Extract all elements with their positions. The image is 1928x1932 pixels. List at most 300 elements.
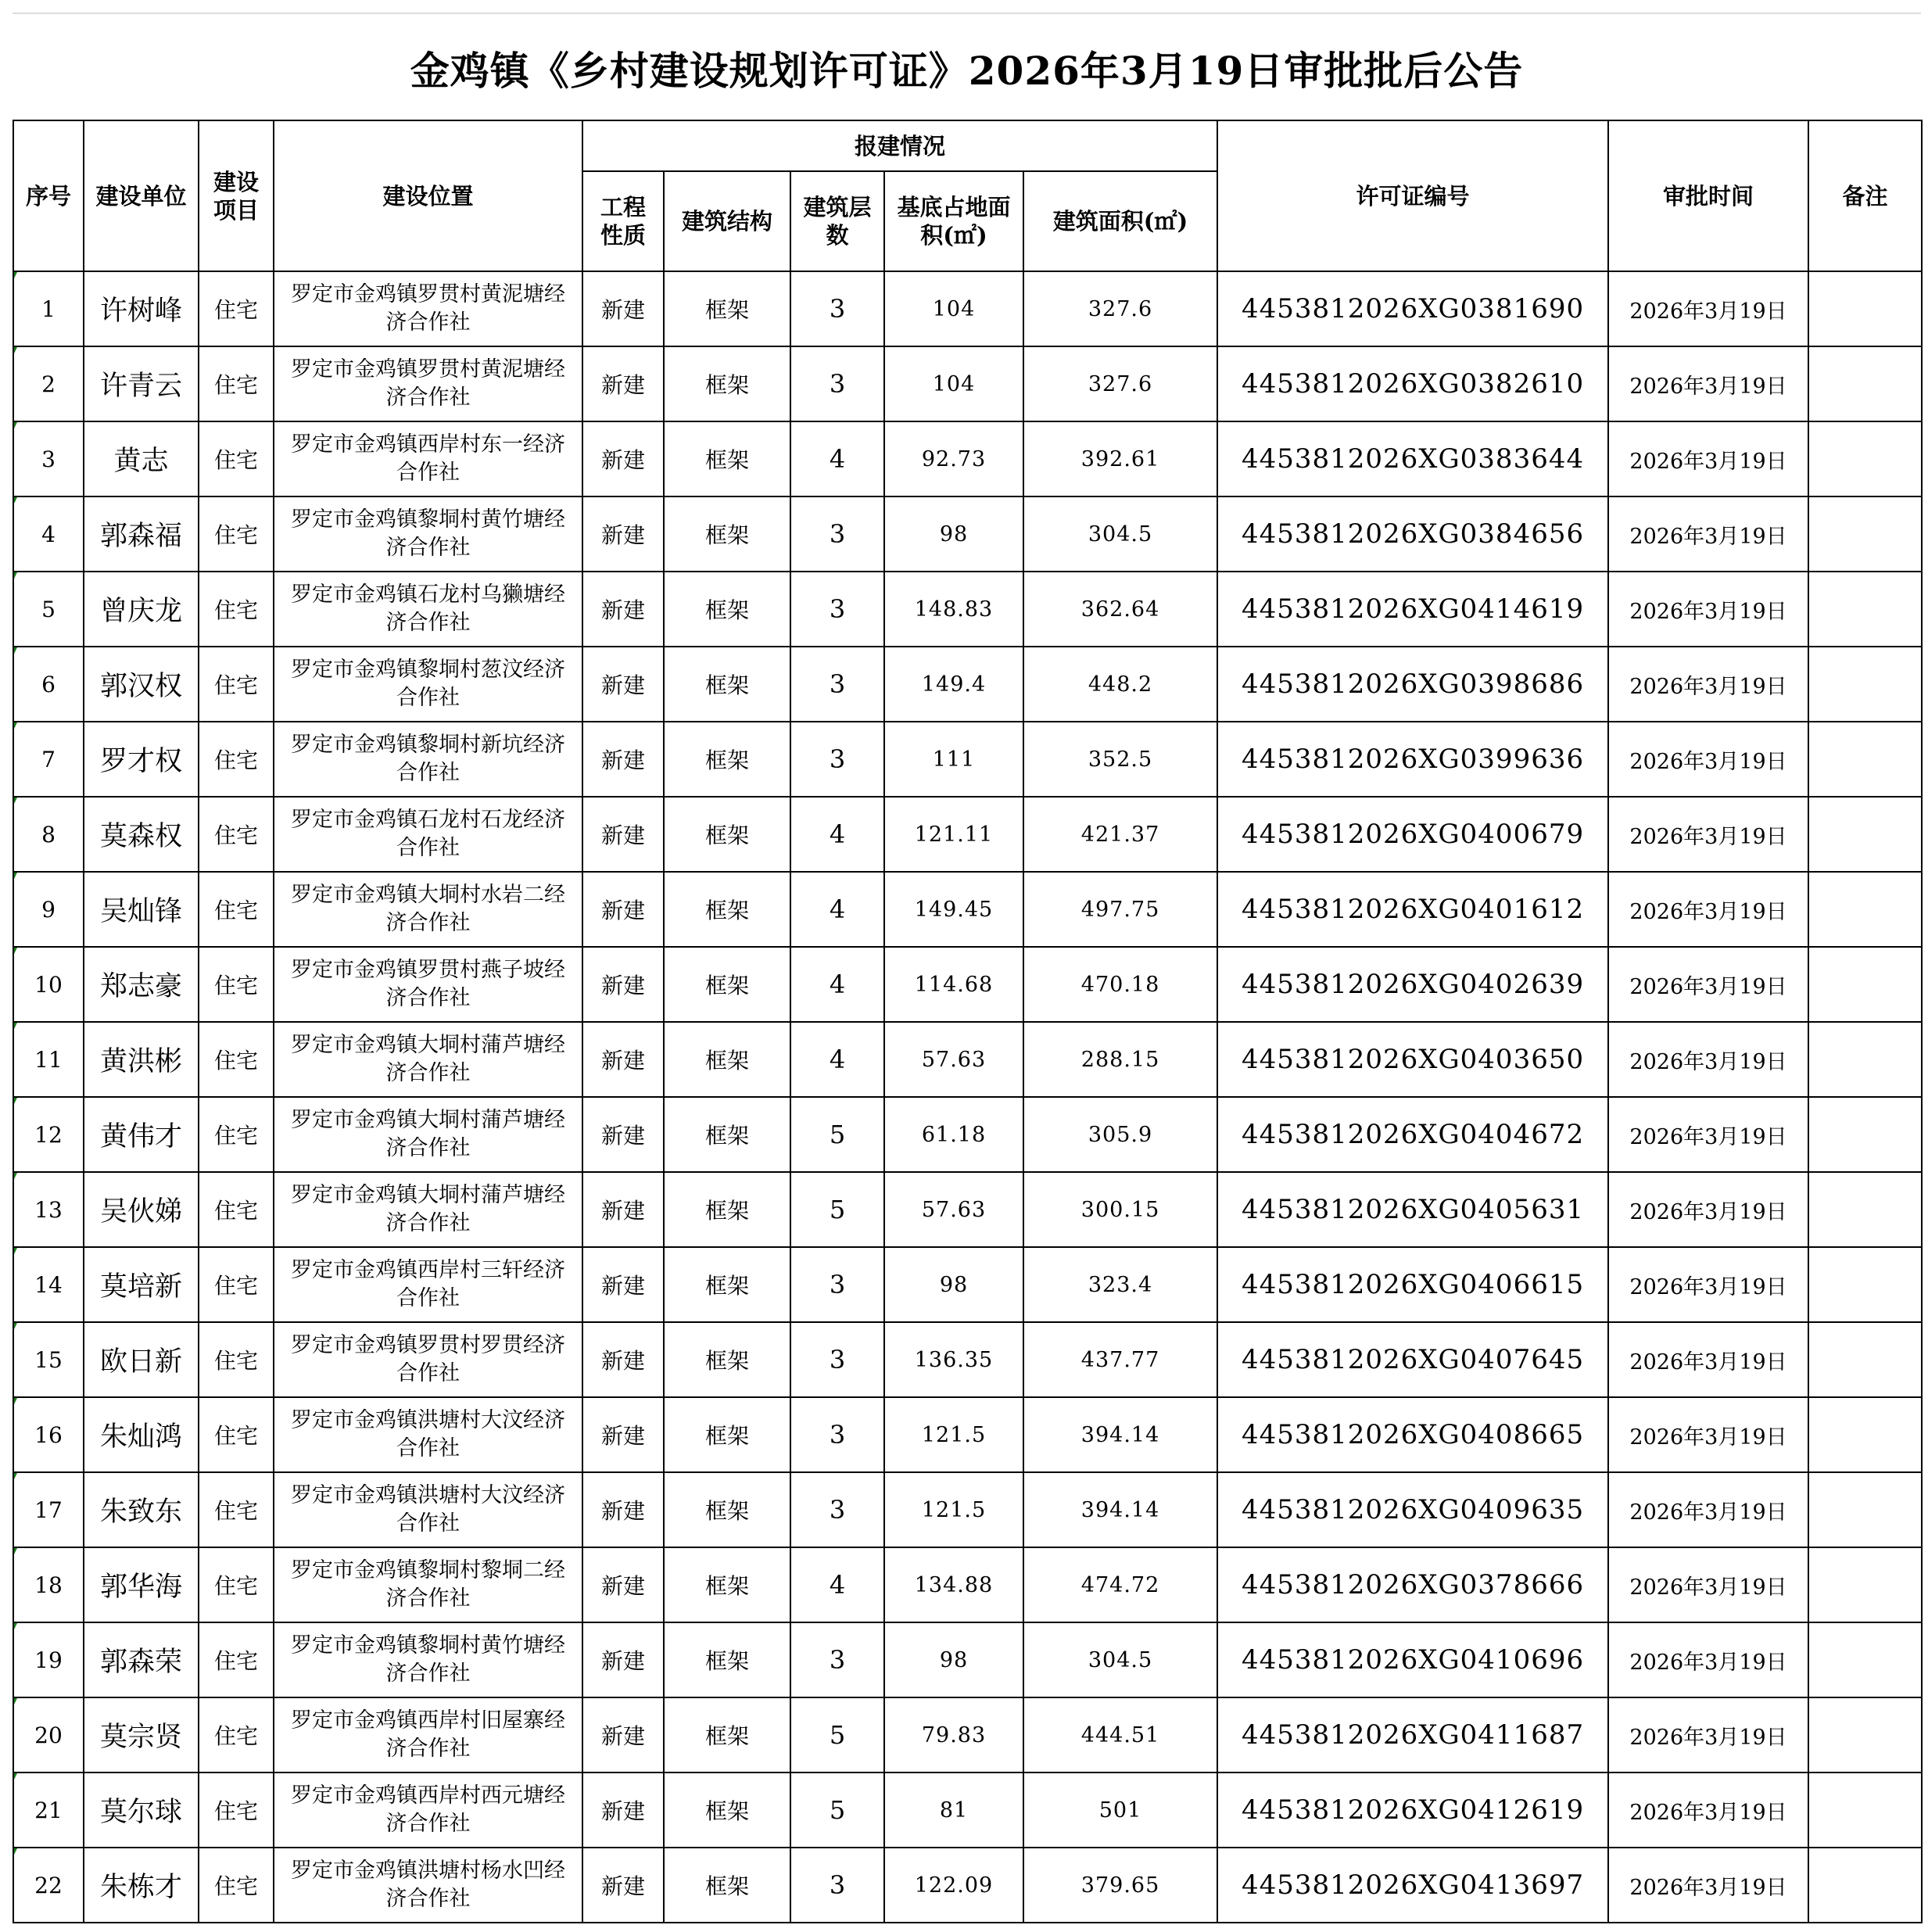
cell-nature: 新建 bbox=[582, 421, 664, 496]
cell-date: 2026年3月19日 bbox=[1608, 1397, 1808, 1472]
cell-seq: 13 bbox=[13, 1172, 84, 1247]
cell-date: 2026年3月19日 bbox=[1608, 346, 1808, 421]
cell-project: 住宅 bbox=[199, 1022, 274, 1097]
header-seq: 序号 bbox=[13, 120, 84, 271]
table-row bbox=[13, 1097, 1922, 1172]
cell-location: 罗定市金鸡镇石龙村乌獭塘经济合作社 bbox=[274, 572, 582, 647]
cell-remark bbox=[1808, 947, 1922, 1022]
cell-floors: 4 bbox=[790, 797, 884, 872]
cell-structure: 框架 bbox=[664, 872, 790, 947]
cell-unit: 郭森荣 bbox=[84, 1622, 199, 1697]
cell-date: 2026年3月19日 bbox=[1608, 1172, 1808, 1247]
cell-seq: 18 bbox=[13, 1547, 84, 1622]
cell-floors: 3 bbox=[790, 1247, 884, 1322]
cell-base-area: 61.18 bbox=[884, 1097, 1023, 1172]
cell-seq: 10 bbox=[13, 947, 84, 1022]
cell-structure: 框架 bbox=[664, 346, 790, 421]
table-row bbox=[13, 1697, 1922, 1772]
cell-permit: 4453812026XG0398686 bbox=[1217, 647, 1608, 722]
cell-floors: 4 bbox=[790, 872, 884, 947]
cell-date: 2026年3月19日 bbox=[1608, 421, 1808, 496]
cell-location: 罗定市金鸡镇西岸村旧屋寨经济合作社 bbox=[274, 1697, 582, 1772]
cell-floor-area: 497.75 bbox=[1023, 872, 1217, 947]
table-row bbox=[13, 346, 1922, 421]
table-row bbox=[13, 572, 1922, 647]
cell-floors: 4 bbox=[790, 1547, 884, 1622]
cell-remark bbox=[1808, 346, 1922, 421]
cell-seq: 9 bbox=[13, 872, 84, 947]
cell-project: 住宅 bbox=[199, 1322, 274, 1397]
cell-nature: 新建 bbox=[582, 496, 664, 572]
cell-floors: 5 bbox=[790, 1772, 884, 1848]
cell-floor-area: 394.14 bbox=[1023, 1472, 1217, 1547]
title-area bbox=[13, 13, 1921, 121]
cell-unit: 黄洪彬 bbox=[84, 1022, 199, 1097]
cell-floor-area: 352.5 bbox=[1023, 722, 1217, 797]
cell-structure: 框架 bbox=[664, 1772, 790, 1848]
cell-date: 2026年3月19日 bbox=[1608, 1547, 1808, 1622]
table-row bbox=[13, 271, 1922, 346]
cell-floor-area: 394.14 bbox=[1023, 1397, 1217, 1472]
cell-date: 2026年3月19日 bbox=[1608, 1022, 1808, 1097]
cell-permit: 4453812026XG0405631 bbox=[1217, 1172, 1608, 1247]
header-floor-area: 建筑面积(㎡) bbox=[1023, 171, 1217, 271]
cell-location: 罗定市金鸡镇黎垌村䓤汶经济合作社 bbox=[274, 647, 582, 722]
header-location: 建设位置 bbox=[274, 120, 582, 271]
cell-nature: 新建 bbox=[582, 1772, 664, 1848]
page-title: 金鸡镇《乡村建设规划许可证》2026年3月19日审批批后公告 bbox=[410, 47, 1524, 94]
cell-floor-area: 437.77 bbox=[1023, 1322, 1217, 1397]
cell-date: 2026年3月19日 bbox=[1608, 797, 1808, 872]
cell-structure: 框架 bbox=[664, 1547, 790, 1622]
cell-permit: 4453812026XG0414619 bbox=[1217, 572, 1608, 647]
cell-location: 罗定市金鸡镇大垌村蒲芦塘经济合作社 bbox=[274, 1097, 582, 1172]
cell-permit: 4453812026XG0403650 bbox=[1217, 1022, 1608, 1097]
cell-location: 罗定市金鸡镇黎垌村黎垌二经济合作社 bbox=[274, 1547, 582, 1622]
permit-table bbox=[13, 120, 1923, 1923]
cell-floor-area: 327.6 bbox=[1023, 346, 1217, 421]
cell-base-area: 57.63 bbox=[884, 1172, 1023, 1247]
cell-unit: 郭汉权 bbox=[84, 647, 199, 722]
cell-seq: 3 bbox=[13, 421, 84, 496]
cell-permit: 4453812026XG0412619 bbox=[1217, 1772, 1608, 1848]
cell-floors: 5 bbox=[790, 1097, 884, 1172]
table-row bbox=[13, 1622, 1922, 1697]
cell-date: 2026年3月19日 bbox=[1608, 1322, 1808, 1397]
cell-permit: 4453812026XG0408665 bbox=[1217, 1397, 1608, 1472]
cell-remark bbox=[1808, 1247, 1922, 1322]
cell-base-area: 98 bbox=[884, 1622, 1023, 1697]
cell-structure: 框架 bbox=[664, 1022, 790, 1097]
cell-structure: 框架 bbox=[664, 647, 790, 722]
cell-remark bbox=[1808, 647, 1922, 722]
cell-nature: 新建 bbox=[582, 947, 664, 1022]
cell-seq: 16 bbox=[13, 1397, 84, 1472]
cell-permit: 4453812026XG0378666 bbox=[1217, 1547, 1608, 1622]
cell-nature: 新建 bbox=[582, 1322, 664, 1397]
cell-nature: 新建 bbox=[582, 1247, 664, 1322]
cell-base-area: 92.73 bbox=[884, 421, 1023, 496]
cell-remark bbox=[1808, 1472, 1922, 1547]
header-structure: 建筑结构 bbox=[664, 171, 790, 271]
header-unit: 建设单位 bbox=[84, 120, 199, 271]
cell-seq: 14 bbox=[13, 1247, 84, 1322]
table-row bbox=[13, 1022, 1922, 1097]
cell-structure: 框架 bbox=[664, 1848, 790, 1923]
cell-date: 2026年3月19日 bbox=[1608, 271, 1808, 346]
header-base-area: 基底占地面积(㎡) bbox=[884, 171, 1023, 271]
cell-unit: 欧日新 bbox=[84, 1322, 199, 1397]
cell-floor-area: 327.6 bbox=[1023, 271, 1217, 346]
cell-permit: 4453812026XG0409635 bbox=[1217, 1472, 1608, 1547]
cell-location: 罗定市金鸡镇西岸村三轩经济合作社 bbox=[274, 1247, 582, 1322]
cell-location: 罗定市金鸡镇罗贯村黄泥塘经济合作社 bbox=[274, 271, 582, 346]
table-row bbox=[13, 1322, 1922, 1397]
cell-structure: 框架 bbox=[664, 1622, 790, 1697]
cell-location: 罗定市金鸡镇罗贯村黄泥塘经济合作社 bbox=[274, 346, 582, 421]
cell-base-area: 111 bbox=[884, 722, 1023, 797]
cell-structure: 框架 bbox=[664, 947, 790, 1022]
table-row bbox=[13, 1247, 1922, 1322]
cell-floor-area: 444.51 bbox=[1023, 1697, 1217, 1772]
cell-unit: 郭华海 bbox=[84, 1547, 199, 1622]
cell-project: 住宅 bbox=[199, 572, 274, 647]
cell-date: 2026年3月19日 bbox=[1608, 1247, 1808, 1322]
cell-unit: 吴灿锋 bbox=[84, 872, 199, 947]
cell-floors: 3 bbox=[790, 496, 884, 572]
cell-unit: 许树峰 bbox=[84, 271, 199, 346]
cell-structure: 框架 bbox=[664, 421, 790, 496]
cell-nature: 新建 bbox=[582, 872, 664, 947]
cell-seq: 15 bbox=[13, 1322, 84, 1397]
cell-remark bbox=[1808, 872, 1922, 947]
cell-unit: 郭森福 bbox=[84, 496, 199, 572]
cell-floor-area: 501 bbox=[1023, 1772, 1217, 1848]
header-remark: 备注 bbox=[1808, 120, 1922, 271]
cell-project: 住宅 bbox=[199, 1097, 274, 1172]
cell-seq: 21 bbox=[13, 1772, 84, 1848]
cell-nature: 新建 bbox=[582, 797, 664, 872]
cell-permit: 4453812026XG0399636 bbox=[1217, 722, 1608, 797]
cell-remark bbox=[1808, 1022, 1922, 1097]
cell-permit: 4453812026XG0407645 bbox=[1217, 1322, 1608, 1397]
cell-date: 2026年3月19日 bbox=[1608, 572, 1808, 647]
cell-location: 罗定市金鸡镇大垌村蒲芦塘经济合作社 bbox=[274, 1022, 582, 1097]
cell-project: 住宅 bbox=[199, 1697, 274, 1772]
cell-remark bbox=[1808, 496, 1922, 572]
cell-date: 2026年3月19日 bbox=[1608, 1697, 1808, 1772]
cell-location: 罗定市金鸡镇黎垌村黄竹塘经济合作社 bbox=[274, 1622, 582, 1697]
cell-floors: 4 bbox=[790, 421, 884, 496]
cell-project: 住宅 bbox=[199, 346, 274, 421]
cell-base-area: 149.45 bbox=[884, 872, 1023, 947]
cell-remark bbox=[1808, 1848, 1922, 1923]
cell-location: 罗定市金鸡镇大垌村蒲芦塘经济合作社 bbox=[274, 1172, 582, 1247]
cell-remark bbox=[1808, 797, 1922, 872]
cell-floors: 5 bbox=[790, 1172, 884, 1247]
cell-unit: 曾庆龙 bbox=[84, 572, 199, 647]
cell-permit: 4453812026XG0381690 bbox=[1217, 271, 1608, 346]
cell-project: 住宅 bbox=[199, 1472, 274, 1547]
cell-floor-area: 304.5 bbox=[1023, 496, 1217, 572]
cell-floors: 3 bbox=[790, 271, 884, 346]
cell-unit: 黄伟才 bbox=[84, 1097, 199, 1172]
cell-nature: 新建 bbox=[582, 346, 664, 421]
cell-floors: 3 bbox=[790, 722, 884, 797]
cell-nature: 新建 bbox=[582, 1622, 664, 1697]
cell-base-area: 149.4 bbox=[884, 647, 1023, 722]
cell-remark bbox=[1808, 1772, 1922, 1848]
cell-floor-area: 300.15 bbox=[1023, 1172, 1217, 1247]
cell-structure: 框架 bbox=[664, 1397, 790, 1472]
cell-structure: 框架 bbox=[664, 797, 790, 872]
cell-floor-area: 288.15 bbox=[1023, 1022, 1217, 1097]
cell-structure: 框架 bbox=[664, 496, 790, 572]
cell-permit: 4453812026XG0400679 bbox=[1217, 797, 1608, 872]
cell-date: 2026年3月19日 bbox=[1608, 947, 1808, 1022]
cell-date: 2026年3月19日 bbox=[1608, 872, 1808, 947]
cell-unit: 吴伙娣 bbox=[84, 1172, 199, 1247]
cell-base-area: 136.35 bbox=[884, 1322, 1023, 1397]
cell-floor-area: 304.5 bbox=[1023, 1622, 1217, 1697]
cell-structure: 框架 bbox=[664, 1697, 790, 1772]
cell-floors: 5 bbox=[790, 1697, 884, 1772]
cell-permit: 4453812026XG0410696 bbox=[1217, 1622, 1608, 1697]
cell-project: 住宅 bbox=[199, 797, 274, 872]
cell-project: 住宅 bbox=[199, 1247, 274, 1322]
table-row bbox=[13, 872, 1922, 947]
cell-base-area: 98 bbox=[884, 496, 1023, 572]
cell-remark bbox=[1808, 1397, 1922, 1472]
table-row bbox=[13, 722, 1922, 797]
cell-nature: 新建 bbox=[582, 647, 664, 722]
cell-nature: 新建 bbox=[582, 1022, 664, 1097]
table-row bbox=[13, 421, 1922, 496]
cell-project: 住宅 bbox=[199, 271, 274, 346]
cell-unit: 莫森权 bbox=[84, 797, 199, 872]
cell-date: 2026年3月19日 bbox=[1608, 647, 1808, 722]
cell-project: 住宅 bbox=[199, 872, 274, 947]
cell-location: 罗定市金鸡镇西岸村东一经济合作社 bbox=[274, 421, 582, 496]
cell-base-area: 104 bbox=[884, 271, 1023, 346]
cell-nature: 新建 bbox=[582, 1397, 664, 1472]
cell-nature: 新建 bbox=[582, 1848, 664, 1923]
cell-location: 罗定市金鸡镇石龙村石龙经济合作社 bbox=[274, 797, 582, 872]
header-floors: 建筑层数 bbox=[790, 171, 884, 271]
cell-base-area: 122.09 bbox=[884, 1848, 1023, 1923]
table-row bbox=[13, 1848, 1922, 1923]
cell-project: 住宅 bbox=[199, 722, 274, 797]
cell-base-area: 134.88 bbox=[884, 1547, 1023, 1622]
cell-base-area: 114.68 bbox=[884, 947, 1023, 1022]
cell-location: 罗定市金鸡镇罗贯村燕子坡经济合作社 bbox=[274, 947, 582, 1022]
cell-nature: 新建 bbox=[582, 1697, 664, 1772]
cell-floor-area: 470.18 bbox=[1023, 947, 1217, 1022]
cell-structure: 框架 bbox=[664, 1322, 790, 1397]
table-row bbox=[13, 1397, 1922, 1472]
cell-nature: 新建 bbox=[582, 722, 664, 797]
cell-base-area: 81 bbox=[884, 1772, 1023, 1848]
cell-permit: 4453812026XG0413697 bbox=[1217, 1848, 1608, 1923]
header-nature: 工程性质 bbox=[582, 171, 664, 271]
cell-floors: 3 bbox=[790, 1848, 884, 1923]
cell-nature: 新建 bbox=[582, 1547, 664, 1622]
cell-permit: 4453812026XG0383644 bbox=[1217, 421, 1608, 496]
cell-unit: 黄志 bbox=[84, 421, 199, 496]
cell-floor-area: 362.64 bbox=[1023, 572, 1217, 647]
cell-nature: 新建 bbox=[582, 1097, 664, 1172]
cell-unit: 莫培新 bbox=[84, 1247, 199, 1322]
cell-unit: 朱灿鸿 bbox=[84, 1397, 199, 1472]
cell-date: 2026年3月19日 bbox=[1608, 1472, 1808, 1547]
cell-seq: 20 bbox=[13, 1697, 84, 1772]
table-row bbox=[13, 797, 1922, 872]
cell-floor-area: 474.72 bbox=[1023, 1547, 1217, 1622]
table-row bbox=[13, 647, 1922, 722]
cell-project: 住宅 bbox=[199, 647, 274, 722]
cell-floor-area: 392.61 bbox=[1023, 421, 1217, 496]
cell-floors: 3 bbox=[790, 572, 884, 647]
cell-project: 住宅 bbox=[199, 1397, 274, 1472]
cell-floors: 3 bbox=[790, 1397, 884, 1472]
cell-remark bbox=[1808, 1097, 1922, 1172]
cell-project: 住宅 bbox=[199, 496, 274, 572]
cell-nature: 新建 bbox=[582, 1172, 664, 1247]
cell-floors: 3 bbox=[790, 647, 884, 722]
cell-unit: 许青云 bbox=[84, 346, 199, 421]
cell-seq: 1 bbox=[13, 271, 84, 346]
cell-location: 罗定市金鸡镇黎垌村黄竹塘经济合作社 bbox=[274, 496, 582, 572]
cell-permit: 4453812026XG0404672 bbox=[1217, 1097, 1608, 1172]
cell-location: 罗定市金鸡镇大垌村水岩二经济合作社 bbox=[274, 872, 582, 947]
cell-unit: 朱栋才 bbox=[84, 1848, 199, 1923]
cell-seq: 2 bbox=[13, 346, 84, 421]
cell-floors: 4 bbox=[790, 1022, 884, 1097]
cell-seq: 17 bbox=[13, 1472, 84, 1547]
cell-date: 2026年3月19日 bbox=[1608, 1622, 1808, 1697]
cell-permit: 4453812026XG0411687 bbox=[1217, 1697, 1608, 1772]
cell-nature: 新建 bbox=[582, 572, 664, 647]
cell-project: 住宅 bbox=[199, 1772, 274, 1848]
cell-floors: 3 bbox=[790, 1322, 884, 1397]
cell-base-area: 57.63 bbox=[884, 1022, 1023, 1097]
header-permit: 许可证编号 bbox=[1217, 120, 1608, 271]
cell-unit: 朱致东 bbox=[84, 1472, 199, 1547]
cell-floors: 3 bbox=[790, 1472, 884, 1547]
cell-structure: 框架 bbox=[664, 1472, 790, 1547]
table-row bbox=[13, 1547, 1922, 1622]
cell-seq: 7 bbox=[13, 722, 84, 797]
header-date: 审批时间 bbox=[1608, 120, 1808, 271]
header-project: 建设项目 bbox=[199, 120, 274, 271]
cell-date: 2026年3月19日 bbox=[1608, 1848, 1808, 1923]
cell-location: 罗定市金鸡镇西岸村西元塘经济合作社 bbox=[274, 1772, 582, 1848]
cell-location: 罗定市金鸡镇洪塘村大汶经济合作社 bbox=[274, 1472, 582, 1547]
cell-nature: 新建 bbox=[582, 271, 664, 346]
cell-structure: 框架 bbox=[664, 1247, 790, 1322]
cell-structure: 框架 bbox=[664, 271, 790, 346]
cell-project: 住宅 bbox=[199, 1172, 274, 1247]
table-row bbox=[13, 1172, 1922, 1247]
cell-base-area: 104 bbox=[884, 346, 1023, 421]
cell-unit: 罗才权 bbox=[84, 722, 199, 797]
cell-structure: 框架 bbox=[664, 1097, 790, 1172]
cell-permit: 4453812026XG0384656 bbox=[1217, 496, 1608, 572]
cell-seq: 11 bbox=[13, 1022, 84, 1097]
cell-location: 罗定市金鸡镇黎垌村新坑经济合作社 bbox=[274, 722, 582, 797]
cell-floors: 4 bbox=[790, 947, 884, 1022]
cell-remark bbox=[1808, 1622, 1922, 1697]
cell-base-area: 121.5 bbox=[884, 1472, 1023, 1547]
cell-remark bbox=[1808, 1697, 1922, 1772]
cell-permit: 4453812026XG0401612 bbox=[1217, 872, 1608, 947]
cell-project: 住宅 bbox=[199, 1547, 274, 1622]
cell-remark bbox=[1808, 722, 1922, 797]
cell-project: 住宅 bbox=[199, 1848, 274, 1923]
cell-floor-area: 305.9 bbox=[1023, 1097, 1217, 1172]
cell-floor-area: 323.4 bbox=[1023, 1247, 1217, 1322]
cell-unit: 郑志豪 bbox=[84, 947, 199, 1022]
cell-floors: 3 bbox=[790, 1622, 884, 1697]
cell-floor-area: 379.65 bbox=[1023, 1848, 1217, 1923]
header-report-group: 报建情况 bbox=[582, 120, 1217, 171]
table-row bbox=[13, 947, 1922, 1022]
cell-structure: 框架 bbox=[664, 722, 790, 797]
cell-base-area: 121.11 bbox=[884, 797, 1023, 872]
table-row bbox=[13, 1472, 1922, 1547]
cell-date: 2026年3月19日 bbox=[1608, 1772, 1808, 1848]
cell-permit: 4453812026XG0402639 bbox=[1217, 947, 1608, 1022]
cell-unit: 莫尔球 bbox=[84, 1772, 199, 1848]
cell-unit: 莫宗贤 bbox=[84, 1697, 199, 1772]
cell-base-area: 98 bbox=[884, 1247, 1023, 1322]
cell-seq: 19 bbox=[13, 1622, 84, 1697]
cell-seq: 4 bbox=[13, 496, 84, 572]
cell-seq: 22 bbox=[13, 1848, 84, 1923]
cell-project: 住宅 bbox=[199, 947, 274, 1022]
cell-location: 罗定市金鸡镇罗贯村罗贯经济合作社 bbox=[274, 1322, 582, 1397]
cell-date: 2026年3月19日 bbox=[1608, 722, 1808, 797]
table-row bbox=[13, 1772, 1922, 1848]
cell-seq: 6 bbox=[13, 647, 84, 722]
cell-project: 住宅 bbox=[199, 1622, 274, 1697]
table-row bbox=[13, 496, 1922, 572]
cell-structure: 框架 bbox=[664, 1172, 790, 1247]
cell-location: 罗定市金鸡镇洪塘村杨水凹经济合作社 bbox=[274, 1848, 582, 1923]
cell-remark bbox=[1808, 1547, 1922, 1622]
cell-floor-area: 448.2 bbox=[1023, 647, 1217, 722]
cell-remark bbox=[1808, 1172, 1922, 1247]
cell-permit: 4453812026XG0382610 bbox=[1217, 346, 1608, 421]
cell-structure: 框架 bbox=[664, 572, 790, 647]
cell-seq: 5 bbox=[13, 572, 84, 647]
cell-project: 住宅 bbox=[199, 421, 274, 496]
cell-location: 罗定市金鸡镇洪塘村大汶经济合作社 bbox=[274, 1397, 582, 1472]
cell-floor-area: 421.37 bbox=[1023, 797, 1217, 872]
cell-base-area: 148.83 bbox=[884, 572, 1023, 647]
cell-remark bbox=[1808, 572, 1922, 647]
cell-seq: 8 bbox=[13, 797, 84, 872]
cell-seq: 12 bbox=[13, 1097, 84, 1172]
cell-remark bbox=[1808, 271, 1922, 346]
cell-remark bbox=[1808, 421, 1922, 496]
cell-nature: 新建 bbox=[582, 1472, 664, 1547]
cell-floors: 3 bbox=[790, 346, 884, 421]
cell-base-area: 79.83 bbox=[884, 1697, 1023, 1772]
cell-base-area: 121.5 bbox=[884, 1397, 1023, 1472]
cell-date: 2026年3月19日 bbox=[1608, 496, 1808, 572]
cell-permit: 4453812026XG0406615 bbox=[1217, 1247, 1608, 1322]
